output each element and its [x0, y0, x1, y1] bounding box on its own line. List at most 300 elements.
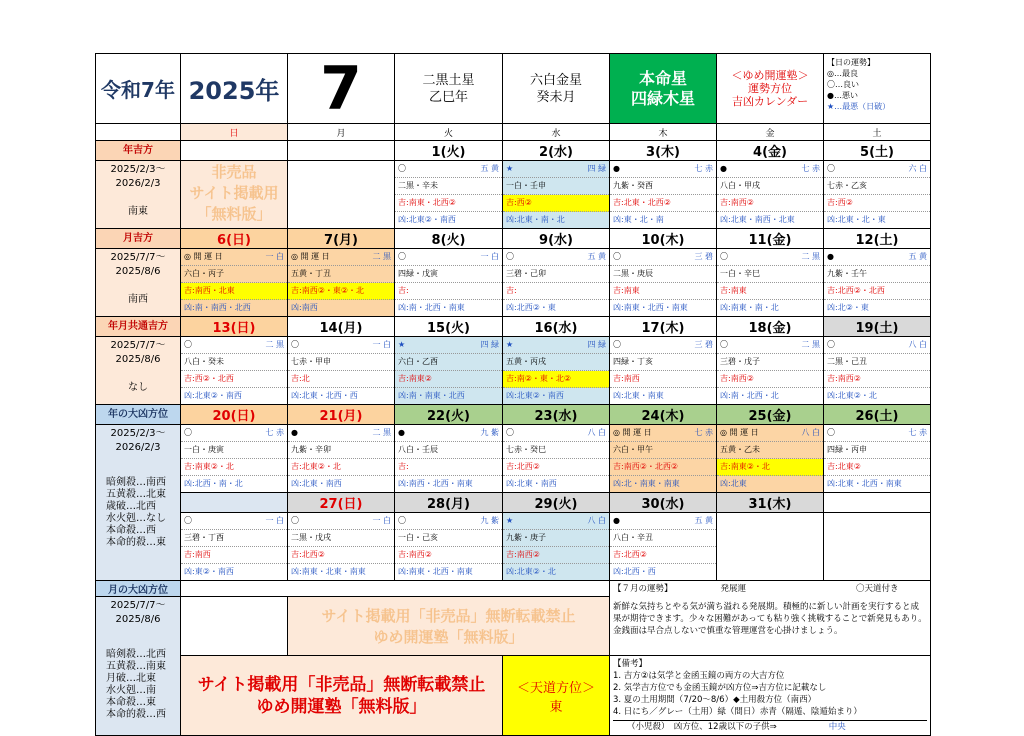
child-label: （小児殺） 凶方位、12歳以下の子供⇒: [627, 722, 777, 732]
day-star: 三 碧: [694, 252, 713, 261]
weekday-header-row: [96, 124, 931, 141]
date-label: 28(月): [395, 493, 503, 513]
day-cell: [824, 425, 931, 493]
honmei-label: 本命星: [638, 68, 687, 88]
side-line: 2026/2/3: [115, 178, 161, 189]
month-cell: [288, 54, 395, 124]
legend-cell: [824, 54, 931, 124]
date-row: [96, 141, 931, 161]
date-label: 15(火): [395, 317, 503, 337]
day-cell: [610, 513, 717, 581]
fortune-header: [613, 583, 927, 595]
day-kyo: 凶:南東・南・北: [720, 303, 779, 312]
weekday-3: 水: [503, 124, 610, 141]
day-star: 二 黒: [801, 252, 820, 261]
year-eto: 乙巳年: [428, 89, 468, 105]
legend-good: 〇…良い: [827, 80, 859, 89]
day-mark-line: [395, 337, 502, 354]
day-cell: [610, 337, 717, 405]
day-kyo: 凶:南東・北東・南東: [291, 567, 366, 576]
day-eto: 八白・壬辰: [395, 442, 502, 459]
year-label: 2025年: [188, 77, 280, 105]
day-cell: [824, 249, 931, 317]
day-cell: [181, 249, 288, 317]
day-mark: 〇: [291, 340, 299, 349]
day-mark-line: [395, 425, 502, 442]
side-nendai-body: [96, 425, 181, 581]
side-nendai-cont: [181, 493, 288, 513]
day-mark-line: [824, 425, 930, 442]
day-star: 二 黒: [372, 252, 391, 261]
weekday-1: 月: [288, 124, 395, 141]
day-mark: ★: [506, 340, 514, 349]
date-label: 2(水): [503, 141, 610, 161]
day-mark: 〇: [184, 428, 192, 437]
mid-watermark-line2: ゆめ開運塾「無料版」: [373, 628, 524, 646]
day-kichi: 吉:北西②・北西: [824, 283, 930, 300]
date-label: 12(土): [824, 229, 931, 249]
date-row: [96, 405, 931, 425]
day-mark-line: [824, 337, 930, 354]
day-eto: 一白・辛巳: [717, 266, 823, 283]
day-kyo: 凶:北東・北西・南東: [827, 479, 902, 488]
day-kyo: 凶:北東・北・東: [827, 215, 886, 224]
side-line: 南西: [128, 294, 148, 305]
date-row: [96, 229, 931, 249]
day-eto: 五黄・乙未: [717, 442, 823, 459]
yume-cell: [717, 54, 824, 124]
day-eto: 九紫・壬午: [824, 266, 930, 283]
side-line: 2025/7/7〜: [110, 340, 166, 351]
date-label: 5(土): [824, 141, 931, 161]
day-mark-line: [717, 425, 823, 442]
day-eto: 九紫・庚子: [503, 530, 609, 547]
day-mark-line: [288, 337, 394, 354]
day-eto: 五黄・丁丑: [288, 266, 394, 283]
side-tsukidai-header: 月の大凶方位: [96, 581, 181, 597]
day-kyo: 凶:北東②・南西: [398, 215, 456, 224]
day-mark: ★: [398, 340, 406, 349]
day-kyo: 凶:北東・南西・北東: [720, 215, 795, 224]
day-kichi: 吉:南東・北西②: [395, 195, 502, 212]
day-cell: [610, 249, 717, 317]
week-row: [96, 513, 931, 581]
day-star: 八 白: [587, 516, 606, 525]
day-mark-line: [181, 513, 287, 530]
day-kyo: 凶:南西・北西・南東: [398, 479, 473, 488]
legend-worst: ★…最悪（日破）: [827, 102, 891, 111]
day-star: 八 白: [801, 428, 820, 437]
day-mark: 〇: [506, 428, 514, 437]
side-tsuki-header: 月吉方: [96, 229, 181, 249]
day-mark-line: [610, 249, 716, 266]
side-line: 2025/8/6: [115, 266, 161, 277]
date-label: 19(土): [824, 317, 931, 337]
day-mark: 〇: [720, 340, 728, 349]
day-kichi: 吉:: [395, 283, 502, 300]
day-cell: [395, 513, 503, 581]
day-cell: [181, 337, 288, 405]
side-line: 2025/8/6: [115, 354, 161, 365]
day-mark: ●: [613, 516, 620, 525]
day-kyo: 凶:南・北西・北: [720, 391, 779, 400]
day-cell: [395, 249, 503, 317]
day-star: 九 紫: [480, 516, 499, 525]
day-star: 四 緑: [480, 340, 499, 349]
day-kyo: 凶:北②・東: [827, 303, 869, 312]
fortune-box: [610, 581, 931, 656]
day-kichi: 吉:北東・北西②: [610, 195, 716, 212]
legend-title: 【日の運勢】: [827, 58, 875, 67]
day-mark: ◎ 開 運 日: [720, 428, 759, 437]
nendai-item: 暗剣殺…南西: [106, 477, 166, 488]
day-eto: 九紫・辛卯: [288, 442, 394, 459]
blank-cell: [181, 581, 610, 597]
day-star: 五 黄: [908, 252, 927, 261]
date-label: 30(水): [610, 493, 717, 513]
yume-sub1: 運勢方位: [748, 82, 792, 95]
honmei-cell: [610, 54, 717, 124]
week-row: [96, 161, 931, 229]
day-mark-line: [503, 337, 609, 354]
day-kyo: 凶:南東・北西・南東: [613, 303, 688, 312]
day-eto: 八白・癸未: [181, 354, 287, 371]
day-eto: 一白・壬申: [503, 178, 609, 195]
day-kichi: 吉:北西②: [610, 547, 716, 564]
day-mark: ★: [506, 516, 514, 525]
day-star: 二 黒: [265, 340, 284, 349]
notes-line: 1. 吉方②は気学と金函玉鏡の両方の大吉方位: [613, 671, 785, 681]
day-kichi: 吉:南東②・北: [717, 459, 823, 476]
day-mark: 〇: [720, 252, 728, 261]
day-kyo: 凶:東・北・南: [613, 215, 664, 224]
day-eto: 六白・乙酉: [395, 354, 502, 371]
day-kyo: 凶:北東・南・北: [506, 215, 565, 224]
date-label: 18(金): [717, 317, 824, 337]
warning-line1: サイト掲載用「非売品」無断転載禁止: [197, 674, 486, 695]
day-cell: [824, 161, 931, 229]
date-label: [288, 141, 395, 161]
day-mark: 〇: [398, 164, 406, 173]
mid-watermark: [288, 597, 610, 656]
date-label: 23(水): [503, 405, 610, 425]
date-label: [181, 141, 288, 161]
watermark-line2: サイト掲載用: [189, 184, 279, 202]
day-star: 八 白: [587, 428, 606, 437]
weekday-5: 金: [717, 124, 824, 141]
calendar-sheet: [95, 53, 930, 732]
side-spacer: [96, 627, 180, 649]
day-mark-line: [503, 161, 609, 178]
day-cell: [288, 161, 395, 229]
side-line: 2025/2/3〜: [110, 428, 166, 439]
fortune-tendo: 〇天道付き: [856, 584, 899, 594]
day-eto: 二黒・己丑: [824, 354, 930, 371]
date-label: 27(日): [288, 493, 395, 513]
day-cell: [288, 513, 395, 581]
tendo-title: ＜天道方位＞: [516, 680, 595, 696]
day-star: 七 赤: [694, 428, 713, 437]
day-mark: ★: [506, 164, 514, 173]
month-number: 7: [320, 53, 362, 124]
nendai-item: 本命殺…西: [106, 525, 156, 536]
date-label: 25(金): [717, 405, 824, 425]
day-star: 七 赤: [694, 164, 713, 173]
day-eto: 七赤・甲申: [288, 354, 394, 371]
day-cell: [503, 161, 610, 229]
tsukidai-item: 暗剣殺…北西: [106, 649, 166, 660]
day-kichi: 吉:北: [288, 371, 394, 388]
date-label: 22(火): [395, 405, 503, 425]
day-mark: 〇: [184, 340, 192, 349]
legend-bad: ●…悪い: [827, 91, 858, 100]
date-label: 3(木): [610, 141, 717, 161]
day-mark: ●: [720, 164, 727, 173]
day-star: 五 黄: [480, 164, 499, 173]
week-row: [96, 337, 931, 405]
date-label: 7(月): [288, 229, 395, 249]
week-row: [96, 249, 931, 317]
date-label: 13(日): [181, 317, 288, 337]
nendai-item: 五黄殺…北東: [106, 489, 166, 500]
day-mark-line: [181, 249, 287, 266]
date-label: 8(火): [395, 229, 503, 249]
day-mark: ●: [613, 164, 620, 173]
day-mark: ◎ 開 運 日: [184, 252, 223, 261]
day-eto: 八白・辛丑: [610, 530, 716, 547]
date-label: 31(木): [717, 493, 824, 513]
day-kichi: 吉:北東②: [824, 459, 930, 476]
calendar-table: [95, 53, 931, 736]
day-mark: ◎ 開 運 日: [291, 252, 330, 261]
year-cell: [181, 54, 288, 124]
day-star: 七 赤: [801, 164, 820, 173]
day-star: 七 赤: [908, 428, 927, 437]
nendai-item: 水火剋…なし: [106, 513, 166, 524]
tsukidai-item: 五黄殺…南東: [106, 661, 166, 672]
day-eto: 四緑・戊寅: [395, 266, 502, 283]
date-label: 1(火): [395, 141, 503, 161]
day-kyo: 凶:北西・南・北: [184, 479, 243, 488]
day-cell: [503, 249, 610, 317]
day-kichi: 吉:南西②: [824, 371, 930, 388]
day-star: 二 黒: [801, 340, 820, 349]
day-cell: [717, 513, 824, 581]
day-kichi: 吉:南西②: [717, 371, 823, 388]
day-mark-line: [610, 513, 716, 530]
notes-line: 3. 夏の土用期間（7/20〜8/6）◆土用殺方位（南西）: [613, 695, 817, 705]
day-mark: ◎ 開 運 日: [613, 428, 652, 437]
side-nen-body: [96, 161, 181, 229]
day-mark: ●: [398, 428, 405, 437]
side-line: 2026/2/3: [115, 442, 161, 453]
day-kichi: 吉:: [395, 459, 502, 476]
date-label: 9(水): [503, 229, 610, 249]
date-label: 14(月): [288, 317, 395, 337]
day-kyo: 凶:東②・南西: [184, 567, 234, 576]
day-cell: [717, 425, 824, 493]
day-kichi: 吉:北西②: [503, 459, 609, 476]
day-mark: 〇: [184, 516, 192, 525]
day-kichi: 吉:南東②・北: [181, 459, 287, 476]
day-star: 一 白: [265, 252, 284, 261]
date-label: 17(木): [610, 317, 717, 337]
day-mark-line: [503, 249, 609, 266]
side-tsukidai-body: [96, 597, 181, 736]
day-eto: 二黒・庚辰: [610, 266, 716, 283]
day-mark-line: [717, 337, 823, 354]
day-kyo: 凶:北東②・南西: [184, 391, 242, 400]
day-kyo: 凶:南・南西・北西: [184, 303, 251, 312]
side-nen-header: 年吉方: [96, 141, 181, 161]
tendo-dir: 東: [549, 699, 563, 715]
day-eto: 三碧・丁酉: [181, 530, 287, 547]
day-mark: 〇: [827, 164, 835, 173]
day-mark-line: [610, 425, 716, 442]
month-eto: 癸未月: [536, 89, 576, 105]
side-tsuki-body: [96, 249, 181, 317]
day-cell: [395, 425, 503, 493]
day-star: 九 紫: [480, 428, 499, 437]
day-kichi: 吉:北東②・北: [288, 459, 394, 476]
day-kyo: 凶:南東・北西・南東: [398, 567, 473, 576]
yume-sub2: 吉凶カレンダー: [731, 95, 809, 108]
side-kyotsu-body: [96, 337, 181, 405]
fortune-title: 【７月の運勢】: [613, 584, 673, 594]
weekday-2: 火: [395, 124, 503, 141]
day-cell: [824, 337, 931, 405]
day-star: 一 白: [372, 516, 391, 525]
day-eto: 一白・己亥: [395, 530, 502, 547]
day-kyo: 凶:北東②・南西: [506, 391, 564, 400]
date-label: 6(日): [181, 229, 288, 249]
side-nendai-header: 年の大凶方位: [96, 405, 181, 425]
week-row: [96, 425, 931, 493]
day-eto: 二黒・辛未: [395, 178, 502, 195]
day-eto: 四緑・丁亥: [610, 354, 716, 371]
day-mark: 〇: [827, 428, 835, 437]
day-cell: [610, 425, 717, 493]
notes-title: 【備考】: [613, 659, 648, 669]
day-kyo: 凶:北西②・東: [506, 303, 556, 312]
day-kyo: 凶:北西・西: [613, 567, 656, 576]
tsukidai-item: 月破…北東: [106, 673, 156, 684]
day-kyo: 凶:北東・南西: [506, 479, 557, 488]
day-star: 三 碧: [694, 340, 713, 349]
honmei-star: 四緑木星: [630, 88, 695, 108]
day-kichi: 吉:南西: [181, 547, 287, 564]
side-line: 2025/2/3〜: [110, 164, 166, 175]
day-mark-line: [181, 425, 287, 442]
day-cell: [610, 161, 717, 229]
day-kichi: 吉:西②: [503, 195, 609, 212]
day-mark-line: [717, 249, 823, 266]
day-kichi: 吉:: [503, 283, 609, 300]
day-eto: 二黒・戊戌: [288, 530, 394, 547]
day-cell: [395, 161, 503, 229]
date-label: 16(水): [503, 317, 610, 337]
day-mark-line: [717, 161, 823, 178]
date-label: 10(木): [610, 229, 717, 249]
day-kichi: 吉:南西②・東②・北: [288, 283, 394, 300]
day-star: 六 白: [908, 164, 927, 173]
day-eto: 四緑・丙申: [824, 442, 930, 459]
day-mark-line: [824, 249, 930, 266]
day-mark-line: [288, 513, 394, 530]
day-eto: 五黄・丙戌: [503, 354, 609, 371]
day-kyo: 凶:北東②・北: [506, 567, 556, 576]
day-kichi: 吉:西②: [824, 195, 930, 212]
day-eto: 一白・庚寅: [181, 442, 287, 459]
day-kichi: 吉:北西②: [288, 547, 394, 564]
day-cell: [181, 425, 288, 493]
day-kichi: 吉:南西②・北西②: [610, 459, 716, 476]
day-eto: 七赤・乙亥: [824, 178, 930, 195]
year-star: 二黒土星: [422, 72, 475, 88]
day-star: 八 白: [908, 340, 927, 349]
day-kyo: 凶:南西: [291, 303, 318, 312]
day-star: 五 黄: [694, 516, 713, 525]
day-mark-line: [503, 425, 609, 442]
day-eto: 九紫・癸酉: [610, 178, 716, 195]
side-kyotsu-header: 年月共通吉方: [96, 317, 181, 337]
day-cell: [503, 425, 610, 493]
legend-best: ◎…最良: [827, 69, 858, 78]
day-cell: [717, 249, 824, 317]
day-mark: ●: [827, 252, 834, 261]
blank-cell: [181, 597, 288, 656]
day-cell: [824, 513, 931, 581]
reiwa-cell: [96, 54, 181, 124]
day-mark-line: [824, 161, 930, 178]
day-eto: 六白・甲午: [610, 442, 716, 459]
day-cell: [181, 513, 288, 581]
side-line: [96, 191, 180, 205]
day-mark-line: [288, 425, 394, 442]
day-mark: 〇: [291, 516, 299, 525]
day-cell: [503, 337, 610, 405]
date-label: 26(土): [824, 405, 931, 425]
yume-title: ＜ゆめ開運塾＞: [731, 69, 809, 82]
day-kyo: 凶:北東②・北: [827, 391, 877, 400]
day-star: 四 緑: [587, 164, 606, 173]
day-cell: [288, 249, 395, 317]
day-cell: [395, 337, 503, 405]
notes-line: 2. 気学吉方位でも金函玉鏡が凶方位⇒吉方位に記載なし: [613, 683, 827, 693]
side-spacer: [96, 455, 180, 477]
mid-watermark-line1: サイト掲載用「非売品」無断転載禁止: [321, 607, 576, 625]
day-kichi: 吉:南西: [610, 371, 716, 388]
day-kyo: 凶:北東: [720, 479, 747, 488]
fortune-type: 発展運: [720, 584, 747, 594]
day-mark-line: [395, 249, 502, 266]
side-line: 2025/7/7〜: [110, 600, 166, 611]
day-cell: [717, 161, 824, 229]
tsukidai-row: [96, 581, 931, 597]
day-kichi: 吉:南東②: [395, 371, 502, 388]
day-kichi: 吉:南西・北東: [181, 283, 287, 300]
side-line: [96, 367, 180, 381]
day-mark-line: [395, 161, 502, 178]
day-mark-line: [503, 513, 609, 530]
day-mark: ●: [291, 428, 298, 437]
day-kichi: 吉:西②・北西: [181, 371, 287, 388]
day-star: 二 黒: [372, 428, 391, 437]
day-cell: [717, 337, 824, 405]
day-mark: 〇: [398, 252, 406, 261]
day-star: 一 白: [372, 340, 391, 349]
month-star-cell: [503, 54, 610, 124]
